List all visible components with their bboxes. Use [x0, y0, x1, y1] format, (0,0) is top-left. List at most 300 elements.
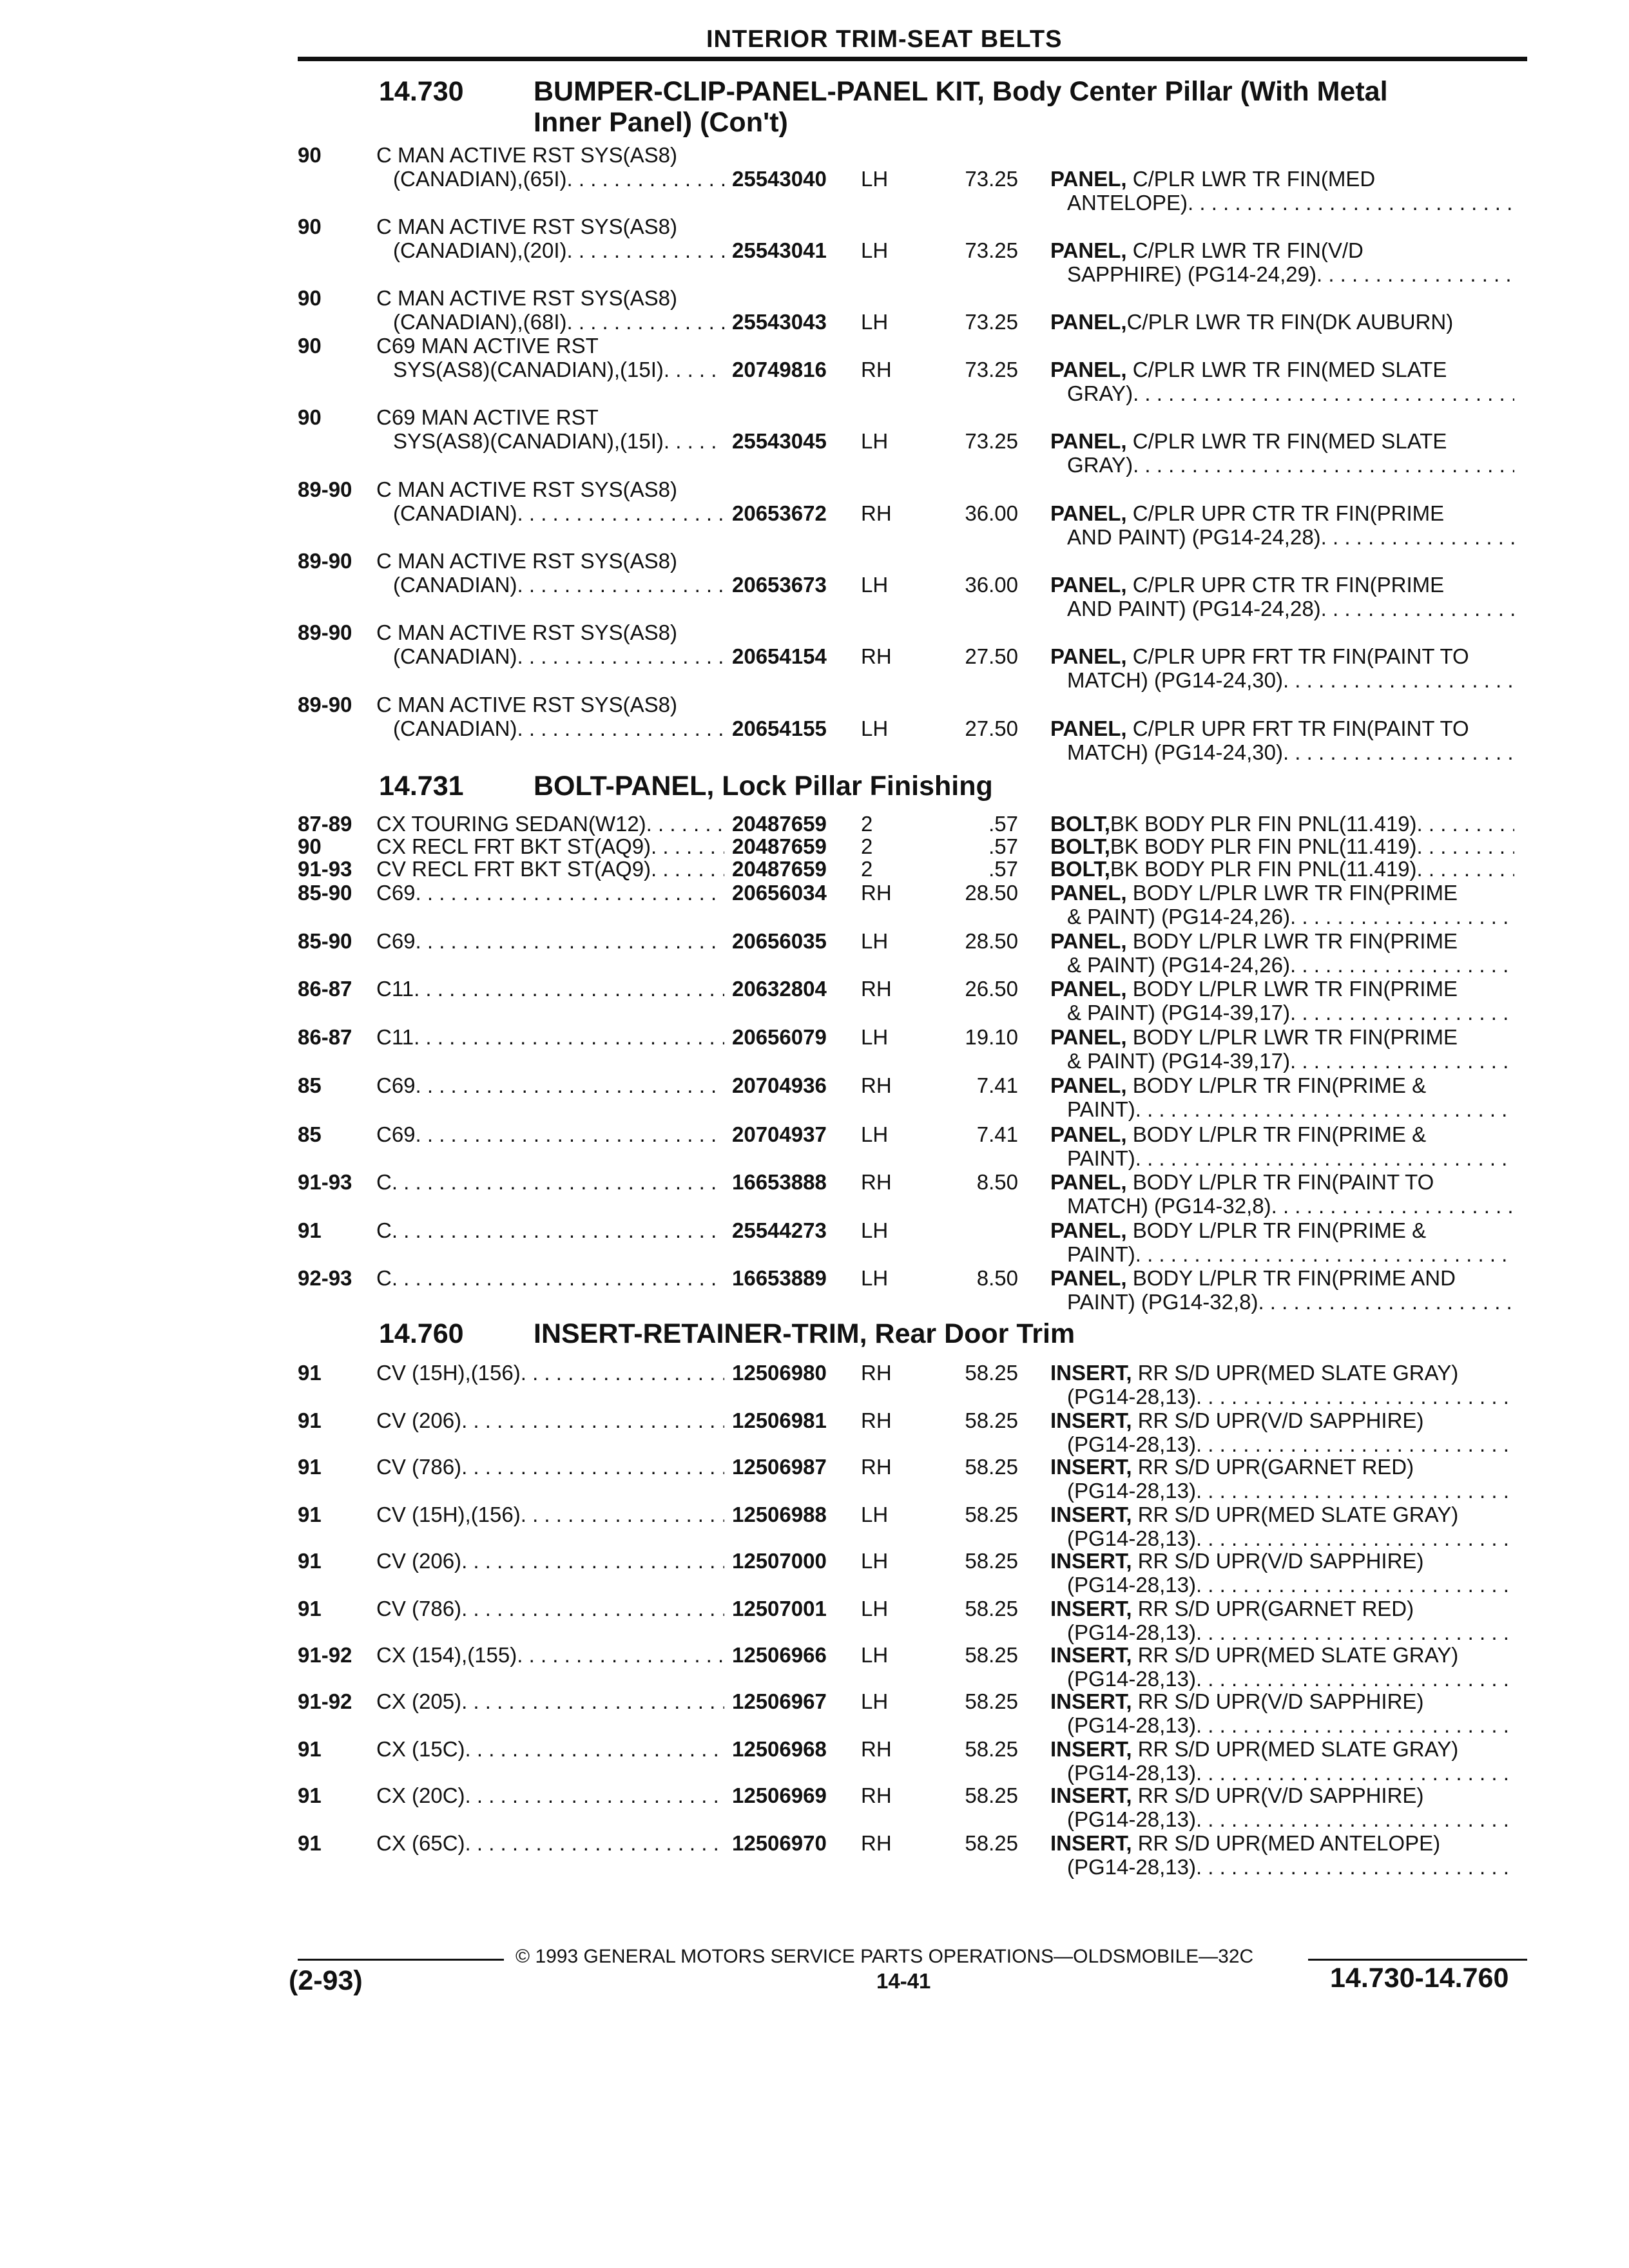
part-name-line-2: [1050, 1620, 1514, 1644]
dot-leader: [392, 1218, 724, 1242]
dot-leader: [461, 1549, 724, 1573]
row-price: 58.25: [965, 1737, 1018, 1761]
part-name-keyword: INSERT,: [1050, 1455, 1132, 1479]
section-title: [379, 76, 1388, 138]
part-name-text: (PG14-28,13): [1067, 1807, 1196, 1831]
part-name-text: C/PLR LWR TR FIN(MED SLATE: [1126, 429, 1447, 453]
part-name-line-1: [1050, 1408, 1514, 1432]
description-line: [376, 977, 724, 1001]
section-title: [379, 1318, 1075, 1349]
row-description: [376, 1455, 724, 1479]
part-name-keyword: PANEL,: [1050, 644, 1127, 668]
row-year: 85: [298, 1122, 322, 1146]
row-quantity: RH: [861, 1170, 892, 1194]
description-line: [376, 1218, 724, 1242]
part-name-text: BODY L/PLR LWR TR FIN(PRIME: [1126, 929, 1458, 953]
part-name-keyword: INSERT,: [1050, 1737, 1132, 1761]
description-text: CV RECL FRT BKT ST(AQ9): [376, 857, 651, 881]
row-price: 58.25: [965, 1549, 1018, 1573]
section-number: 14.730: [379, 76, 464, 107]
row-quantity: RH: [861, 644, 892, 668]
part-name-text: C/PLR LWR TR FIN(DK AUBURN): [1126, 310, 1454, 334]
part-name-text: (PG14-28,13): [1067, 1667, 1196, 1691]
description-line-1: C MAN ACTIVE RST SYS(AS8): [376, 477, 677, 501]
part-name: [1050, 1831, 1514, 1879]
part-number: 20656079: [732, 1025, 827, 1049]
part-name-line-2: [1050, 1573, 1514, 1597]
part-number: 12506987: [732, 1455, 827, 1479]
row-quantity: RH: [861, 1737, 892, 1761]
row-quantity: LH: [861, 310, 889, 334]
page-title: INTERIOR TRIM-SEAT BELTS: [706, 26, 1063, 53]
table-row: [0, 1831, 1629, 1880]
part-name-text: ANTELOPE): [1067, 191, 1188, 215]
row-price: 58.25: [965, 1831, 1018, 1855]
row-price: 36.00: [965, 573, 1018, 597]
row-price: 27.50: [965, 644, 1018, 668]
row-price: .57: [988, 857, 1018, 881]
part-name-keyword: INSERT,: [1050, 1643, 1132, 1667]
part-name-text: (PG14-28,13): [1067, 1432, 1196, 1456]
row-quantity: RH: [861, 881, 892, 905]
description-line: [376, 857, 724, 881]
table-row: [0, 1503, 1629, 1552]
part-name-line-2: [1050, 1049, 1514, 1073]
section-number: 14.731: [379, 771, 464, 802]
part-name: [1050, 1073, 1514, 1121]
row-price: 73.25: [965, 238, 1018, 262]
part-name-keyword: PANEL,: [1050, 716, 1127, 740]
part-name-text: GRAY): [1067, 381, 1133, 405]
description-line-1: C MAN ACTIVE RST SYS(AS8): [376, 620, 677, 644]
row-quantity: RH: [861, 358, 892, 381]
dot-leader: [416, 881, 724, 905]
dot-leader: [1316, 262, 1514, 286]
part-name-line-1: [1050, 238, 1514, 262]
part-number: 25543040: [732, 167, 827, 191]
row-year: 91: [298, 1597, 322, 1620]
row-description: [376, 1503, 724, 1526]
row-year: 92-93: [298, 1266, 352, 1290]
row-description: [376, 1218, 724, 1242]
description-line: [376, 881, 724, 905]
dot-leader: [1290, 953, 1514, 977]
dot-leader: [1290, 905, 1514, 928]
part-name-line-2: [1050, 1479, 1514, 1503]
dot-leader: [414, 1025, 724, 1049]
dot-leader: [414, 977, 724, 1001]
part-name-line-1: [1050, 977, 1514, 1001]
row-price: 58.25: [965, 1408, 1018, 1432]
table-row: [0, 1266, 1629, 1315]
row-year: 85-90: [298, 881, 352, 905]
table-row: [0, 1218, 1629, 1267]
part-name-text: RR S/D UPR(V/D SAPPHIRE): [1132, 1549, 1424, 1573]
dot-leader: [1196, 1526, 1514, 1550]
part-name: [1050, 1597, 1514, 1644]
dot-leader: [1196, 1385, 1514, 1408]
dot-leader: [567, 167, 724, 191]
row-year: 85: [298, 1073, 322, 1097]
row-description: [376, 881, 724, 905]
description-text: C: [376, 1266, 392, 1290]
part-name-keyword: INSERT,: [1050, 1361, 1132, 1385]
dot-leader: [567, 310, 724, 334]
part-name-keyword: PANEL,: [1050, 1073, 1127, 1097]
row-price: 73.25: [965, 358, 1018, 381]
description-text: CX TOURING SEDAN(W12): [376, 812, 646, 836]
part-name-line-1: [1050, 812, 1514, 836]
part-name-text: BK BODY PLR FIN PNL(11.419): [1110, 812, 1417, 836]
description-line: [376, 834, 724, 858]
row-description: [376, 693, 724, 740]
dot-leader: [521, 1361, 724, 1385]
dot-leader: [651, 834, 724, 858]
dot-leader: [1135, 1097, 1514, 1121]
part-name: [1050, 1737, 1514, 1785]
row-year: 91-93: [298, 1170, 352, 1194]
row-description: [376, 477, 724, 525]
part-name-keyword: PANEL,: [1050, 977, 1127, 1001]
description-line-2: [376, 501, 724, 525]
part-name-text: (PG14-28,13): [1067, 1573, 1196, 1597]
description-line-2: [376, 310, 724, 334]
part-name-text: C/PLR UPR CTR TR FIN(PRIME: [1126, 573, 1445, 597]
part-name-text: SAPPHIRE) (PG14-24,29): [1067, 262, 1316, 286]
row-price: 58.25: [965, 1503, 1018, 1526]
row-quantity: 2: [861, 857, 873, 881]
description-text: CX RECL FRT BKT ST(AQ9): [376, 834, 651, 858]
part-name: [1050, 501, 1514, 549]
part-name-text: PAINT) (PG14-32,8): [1067, 1290, 1258, 1314]
part-name-keyword: PANEL,: [1050, 929, 1127, 953]
description-line-1: C MAN ACTIVE RST SYS(AS8): [376, 693, 677, 716]
part-name: [1050, 1783, 1514, 1831]
part-name-line-2: [1050, 1097, 1514, 1121]
part-name-keyword: PANEL,: [1050, 1266, 1127, 1290]
part-name-line-1: [1050, 1597, 1514, 1620]
description-text: (CANADIAN): [393, 501, 517, 525]
part-name: [1050, 167, 1514, 215]
section-name: INSERT-RETAINER-TRIM, Rear Door Trim: [534, 1318, 1075, 1349]
row-quantity: LH: [861, 716, 889, 740]
part-name-keyword: INSERT,: [1050, 1408, 1132, 1432]
part-name-text: (PG14-28,13): [1067, 1526, 1196, 1550]
part-name-line-2: [1050, 1761, 1514, 1785]
description-line-1: C MAN ACTIVE RST SYS(AS8): [376, 143, 677, 167]
part-name-text: BK BODY PLR FIN PNL(11.419): [1110, 857, 1417, 881]
part-name-text: GRAY): [1067, 453, 1133, 477]
dot-leader: [461, 1689, 724, 1713]
dot-leader: [1133, 381, 1514, 405]
part-name-text: PAINT): [1067, 1242, 1135, 1266]
part-name-text: RR S/D UPR(MED ANTELOPE): [1132, 1831, 1441, 1855]
dot-leader: [1196, 1432, 1514, 1456]
row-description: [376, 1597, 724, 1620]
row-year: 85-90: [298, 929, 352, 953]
row-year: 89-90: [298, 477, 352, 501]
part-number: 25543041: [732, 238, 827, 262]
dot-leader: [517, 501, 724, 525]
table-row: [0, 857, 1629, 883]
description-line: [376, 1737, 724, 1761]
description-line: [376, 1408, 724, 1432]
part-name-text: MATCH) (PG14-32,8): [1067, 1194, 1271, 1218]
footer-date: (2-93): [289, 1965, 363, 1996]
dot-leader: [1417, 834, 1514, 858]
description-text: SYS(AS8)(CANADIAN),(15I): [393, 358, 664, 381]
row-description: [376, 1073, 724, 1097]
part-name-line-1: [1050, 644, 1514, 668]
part-name: [1050, 1549, 1514, 1597]
row-year: 91: [298, 1737, 322, 1761]
row-quantity: LH: [861, 238, 889, 262]
part-name: [1050, 429, 1514, 477]
dot-leader: [1290, 1001, 1514, 1024]
row-year: 87-89: [298, 812, 352, 836]
description-text: (CANADIAN),(65I): [393, 167, 567, 191]
part-name-text: RR S/D UPR(V/D SAPPHIRE): [1132, 1689, 1424, 1713]
dot-leader: [1196, 1807, 1514, 1831]
description-line: [376, 1643, 724, 1667]
row-quantity: LH: [861, 1122, 889, 1146]
part-number: 20487659: [732, 857, 827, 881]
row-price: 58.25: [965, 1689, 1018, 1713]
section-name: BOLT-PANEL, Lock Pillar Finishing: [534, 771, 993, 802]
row-description: [376, 143, 724, 191]
dot-leader: [1321, 597, 1514, 620]
description-line-2: [376, 238, 724, 262]
description-line-2: [376, 716, 724, 740]
part-name-line-2: [1050, 525, 1514, 549]
row-year: 89-90: [298, 693, 352, 716]
dot-leader: [1417, 857, 1514, 881]
row-year: 91-92: [298, 1643, 352, 1667]
row-quantity: LH: [861, 1218, 889, 1242]
description-text: CV (15H),(156): [376, 1361, 521, 1385]
dot-leader: [392, 1170, 724, 1194]
row-year: 91-92: [298, 1689, 352, 1713]
row-quantity: RH: [861, 1361, 892, 1385]
dot-leader: [1135, 1146, 1514, 1170]
row-quantity: LH: [861, 929, 889, 953]
description-text: CV (206): [376, 1549, 462, 1573]
part-name: [1050, 1170, 1514, 1218]
part-name-keyword: BOLT,: [1050, 812, 1110, 836]
part-name-text: & PAINT) (PG14-39,17): [1067, 1049, 1291, 1073]
part-name-line-2: [1050, 1146, 1514, 1170]
part-name-line-2: [1050, 1807, 1514, 1831]
description-text: (CANADIAN),(68I): [393, 310, 567, 334]
part-name: [1050, 238, 1514, 286]
part-name-line-2: [1050, 905, 1514, 928]
part-name-keyword: PANEL,: [1050, 310, 1127, 334]
part-name-text: C/PLR UPR FRT TR FIN(PAINT TO: [1126, 716, 1469, 740]
part-name-line-1: [1050, 1549, 1514, 1573]
part-name-keyword: PANEL,: [1050, 1170, 1127, 1194]
dot-leader: [1290, 1049, 1514, 1073]
dot-leader: [1196, 1479, 1514, 1503]
row-quantity: LH: [861, 1025, 889, 1049]
table-row: [0, 881, 1629, 930]
row-price: 7.41: [976, 1073, 1018, 1097]
part-name-line-2: [1050, 740, 1514, 764]
description-text: (CANADIAN),(20I): [393, 238, 567, 262]
row-quantity: LH: [861, 573, 889, 597]
part-name-text: (PG14-28,13): [1067, 1713, 1196, 1737]
description-line-1: C MAN ACTIVE RST SYS(AS8): [376, 215, 677, 238]
dot-leader: [664, 358, 724, 381]
part-number: 20487659: [732, 834, 827, 858]
part-name-line-1: [1050, 1266, 1514, 1290]
table-row: [0, 929, 1629, 978]
row-quantity: LH: [861, 1643, 889, 1667]
description-text: C69: [376, 1073, 416, 1097]
part-name-text: C/PLR UPR CTR TR FIN(PRIME: [1126, 501, 1445, 525]
row-price: 27.50: [965, 716, 1018, 740]
part-name-keyword: INSERT,: [1050, 1549, 1132, 1573]
part-name-text: RR S/D UPR(V/D SAPPHIRE): [1132, 1783, 1424, 1807]
row-year: 90: [298, 334, 322, 358]
dot-leader: [1135, 1242, 1514, 1266]
description-line-1: C MAN ACTIVE RST SYS(AS8): [376, 286, 677, 310]
row-year: 89-90: [298, 549, 352, 573]
part-name-text: & PAINT) (PG14-24,26): [1067, 905, 1291, 928]
description-line: [376, 1455, 724, 1479]
part-name: [1050, 929, 1514, 977]
row-quantity: RH: [861, 1455, 892, 1479]
part-name: [1050, 1266, 1514, 1314]
part-number: 12506988: [732, 1503, 827, 1526]
part-name-text: BODY L/PLR TR FIN(PAINT TO: [1126, 1170, 1434, 1194]
row-description: [376, 857, 724, 881]
part-name-line-1: [1050, 1643, 1514, 1667]
part-number: 20704936: [732, 1073, 827, 1097]
part-name-keyword: PANEL,: [1050, 881, 1127, 905]
part-name-keyword: PANEL,: [1050, 573, 1127, 597]
row-price: 19.10: [965, 1025, 1018, 1049]
part-name: [1050, 812, 1514, 836]
part-name-text: AND PAINT) (PG14-24,28): [1067, 525, 1321, 549]
part-name-line-2: [1050, 381, 1514, 405]
row-description: [376, 1170, 724, 1194]
row-price: 58.25: [965, 1597, 1018, 1620]
page-number: 14-41: [876, 1969, 931, 1993]
part-name-text: RR S/D UPR(MED SLATE GRAY): [1132, 1503, 1459, 1526]
dot-leader: [461, 1455, 724, 1479]
part-number: 16653888: [732, 1170, 827, 1194]
description-line-2: [376, 644, 724, 668]
description-line: [376, 1361, 724, 1385]
row-description: [376, 1783, 724, 1807]
part-number: 16653889: [732, 1266, 827, 1290]
row-year: 91: [298, 1408, 322, 1432]
row-quantity: LH: [861, 1503, 889, 1526]
row-quantity: RH: [861, 501, 892, 525]
part-name-text: BODY L/PLR LWR TR FIN(PRIME: [1126, 881, 1458, 905]
dot-leader: [664, 429, 724, 453]
footer-copyright: © 1993 GENERAL MOTORS SERVICE PARTS OPERATIONS—OLDSMOBILE—32C: [516, 1946, 1254, 1967]
part-name-line-2: [1050, 1194, 1514, 1218]
description-line-2: [376, 429, 724, 453]
dot-leader: [392, 1266, 724, 1290]
row-price: 73.25: [965, 310, 1018, 334]
part-name-text: BODY L/PLR LWR TR FIN(PRIME: [1126, 1025, 1458, 1049]
row-description: [376, 1025, 724, 1049]
part-name-text: (PG14-28,13): [1067, 1761, 1196, 1785]
part-name: [1050, 857, 1514, 881]
part-name-line-2: [1050, 1855, 1514, 1879]
table-row: [0, 286, 1629, 335]
part-number: 20654154: [732, 644, 827, 668]
part-name-line-2: [1050, 1432, 1514, 1456]
dot-leader: [521, 1503, 724, 1526]
part-name-line-1: [1050, 1455, 1514, 1479]
dot-leader: [1258, 1290, 1514, 1314]
part-name-keyword: INSERT,: [1050, 1597, 1132, 1620]
part-number: 12506981: [732, 1408, 827, 1432]
description-line: [376, 1122, 724, 1146]
part-name-keyword: INSERT,: [1050, 1831, 1132, 1855]
part-name-line-1: [1050, 1073, 1514, 1097]
row-year: 91: [298, 1361, 322, 1385]
row-quantity: LH: [861, 429, 889, 453]
row-description: [376, 286, 724, 334]
table-row: [0, 1170, 1629, 1219]
part-name-line-2: [1050, 1290, 1514, 1314]
part-name-line-1: [1050, 358, 1514, 381]
part-name: [1050, 1455, 1514, 1503]
description-line-2: [376, 573, 724, 597]
part-number: 12506970: [732, 1831, 827, 1855]
part-name-line-1: [1050, 1170, 1514, 1194]
dot-leader: [465, 1737, 724, 1761]
part-number: 20704937: [732, 1122, 827, 1146]
part-name-keyword: PANEL,: [1050, 238, 1127, 262]
part-name-keyword: INSERT,: [1050, 1689, 1132, 1713]
part-name-text: PAINT): [1067, 1097, 1135, 1121]
table-row: [0, 693, 1629, 764]
description-text: C69: [376, 929, 416, 953]
description-text: CX (20C): [376, 1783, 465, 1807]
part-name-line-2: [1050, 1526, 1514, 1550]
part-name-line-1: [1050, 1122, 1514, 1146]
table-row: [0, 1408, 1629, 1457]
dot-leader: [651, 857, 724, 881]
row-price: 58.25: [965, 1361, 1018, 1385]
description-text: C69: [376, 881, 416, 905]
row-description: [376, 1122, 724, 1146]
row-description: [376, 1408, 724, 1432]
dot-leader: [465, 1831, 724, 1855]
part-name-line-2: [1050, 1385, 1514, 1408]
row-description: [376, 1737, 724, 1761]
part-name-line-1: [1050, 573, 1514, 597]
row-price: .57: [988, 834, 1018, 858]
description-text: C: [376, 1170, 392, 1194]
part-name: [1050, 716, 1514, 764]
description-text: C69: [376, 1122, 416, 1146]
part-number: 12507001: [732, 1597, 827, 1620]
description-line-1: C69 MAN ACTIVE RST: [376, 334, 599, 358]
description-text: CV (786): [376, 1455, 462, 1479]
part-name-line-1: [1050, 1783, 1514, 1807]
description-text: (CANADIAN): [393, 716, 517, 740]
part-name-line-2: [1050, 1001, 1514, 1024]
description-line-2: [376, 358, 724, 381]
description-text: CV (15H),(156): [376, 1503, 521, 1526]
row-description: [376, 334, 724, 381]
